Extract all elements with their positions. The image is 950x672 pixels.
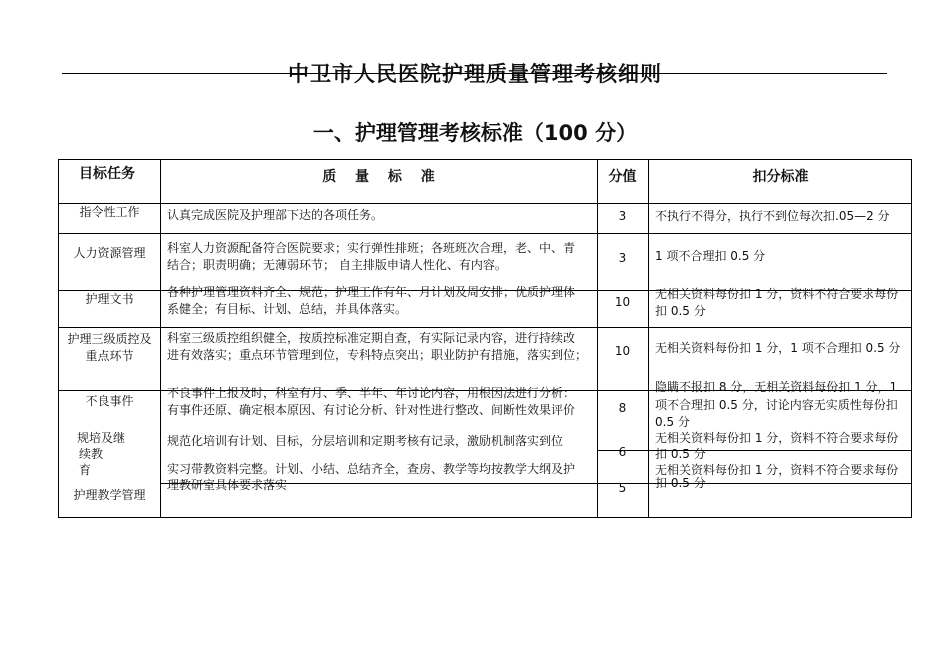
row-divider	[59, 327, 911, 328]
score-cell: 6	[618, 445, 627, 459]
standard-cell: 进有效落实；重点环节管理到位，专科特点突出；职业防护有措施，落实到位；	[167, 348, 588, 362]
task-cell: 护理教学管理	[73, 488, 146, 502]
score-cell: 10	[614, 344, 631, 358]
assessment-table	[58, 159, 912, 518]
title-rule	[62, 73, 887, 74]
task-cell: 护理文书	[85, 292, 134, 306]
task-cell: 指令性工作	[79, 205, 140, 219]
deduction-cell: 不执行不得分，执行不到位每次扣.05—2 分	[655, 209, 890, 223]
task-cell: 人力资源管理	[73, 246, 146, 260]
document-title: 中卫市人民医院护理质量管理考核细则	[288, 62, 662, 86]
task-cell: 育	[79, 463, 92, 477]
standard-cell: 认真完成医院及护理部下达的各项任务。	[167, 208, 384, 222]
deduction-cell: 隐瞒不报扣 8 分，无相关资料每份扣 1 分，1	[655, 380, 898, 394]
task-cell: 重点环节	[85, 349, 134, 363]
standard-cell: 有事件还原、确定根本原因、有讨论分析、针对性进行整改、间断性效果评价	[167, 403, 576, 417]
score-cell: 5	[618, 481, 627, 495]
score-cell: 8	[618, 401, 627, 415]
deduction-cell: 1 项不合理扣 0.5 分	[655, 249, 766, 263]
standard-cell: 科室人力资源配备符合医院要求；实行弹性排班；各班班次合理，老、中、青	[167, 241, 576, 255]
standard-cell: 系健全；有目标、计划、总结，并具体落实。	[167, 302, 408, 316]
deduction-cell: 项不合理扣 0.5 分，讨论内容无实质性每份扣	[655, 398, 898, 412]
standard-cell: 结合；职责明确；无薄弱环节； 自主排版申请人性化、有内容。	[167, 258, 507, 272]
header-standard: 质 量 标 准	[322, 169, 435, 185]
deduction-cell: 扣 0.5 分	[655, 447, 706, 461]
header-deduction: 扣分标准	[752, 169, 809, 185]
header-task: 目标任务	[79, 166, 135, 182]
deduction-cell: 无相关资料每份扣 1 分，资料不符合要求每份	[655, 287, 899, 301]
deduction-cell: 0.5 分	[655, 415, 690, 429]
task-cell: 护理三级质控及	[67, 332, 152, 346]
deduction-cell: 扣 0.5 分	[655, 476, 706, 490]
score-cell: 3	[618, 251, 627, 265]
score-cell: 3	[618, 209, 627, 223]
row-divider	[59, 233, 911, 234]
header-score: 分值	[608, 169, 637, 185]
column-divider	[160, 160, 161, 517]
standard-cell: 科室三级质控组织健全，按质控标准定期自查，有实际记录内容，进行持续改	[167, 331, 576, 345]
score-cell: 10	[614, 295, 631, 309]
standard-cell: 不良事件上报及时，科室有月、季、半年、年讨论内容，用根因法进行分析：	[167, 386, 576, 400]
task-cell: 续教	[79, 447, 104, 461]
standard-cell: 规范化培训有计划、目标，分层培训和定期考核有记录，激励机制落实到位	[167, 434, 564, 448]
deduction-cell: 扣 0.5 分	[655, 304, 706, 318]
standard-cell: 实习带教资料完整。计划、小结、总结齐全，查房、教学等均按教学大纲及护	[167, 462, 576, 476]
standard-cell: 各种护理管理资料齐全、规范；护理工作有年、月计划及周安排；优质护理体	[167, 285, 576, 299]
deduction-cell: 无相关资料每份扣 1 分，资料不符合要求每份	[655, 431, 899, 445]
task-cell: 不良事件	[85, 394, 134, 408]
task-cell: 规培及继	[77, 431, 126, 445]
deduction-cell: 无相关资料每份扣 1 分，1 项不合理扣 0.5 分	[655, 341, 901, 355]
standard-cell: 理教研室具体要求落实	[167, 478, 288, 492]
column-divider	[648, 160, 649, 517]
section-heading: 一、护理管理考核标准（100 分）	[312, 121, 638, 145]
row-divider	[59, 203, 911, 204]
deduction-cell: 无相关资料每份扣 1 分，资料不符合要求每份	[655, 463, 899, 477]
